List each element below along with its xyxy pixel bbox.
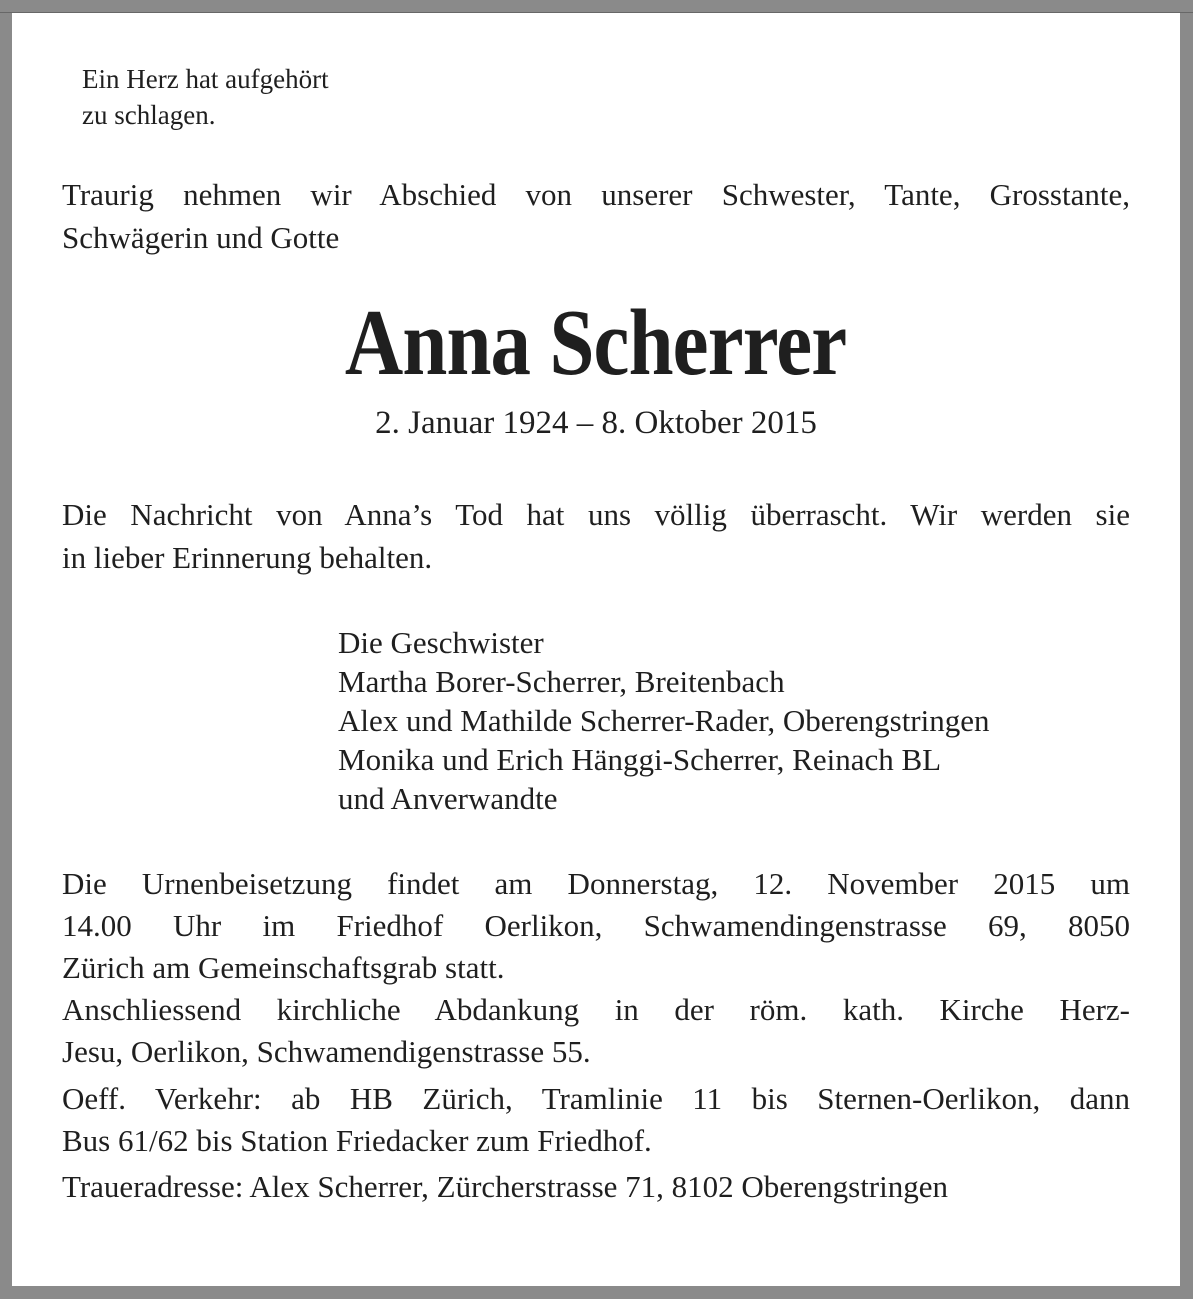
intro-line: Traurig nehmen wir Abschied von unserer Schwester, Tante, Grosstante, <box>62 177 1130 212</box>
message-line: in lieber Erinnerung behalten. <box>62 540 433 575</box>
transport-line: Oeff. Verkehr: ab HB Zürich, Tramlinie 11 bis Sternen-Oerlikon, dann <box>62 1081 1130 1116</box>
transport-line: Bus 61/62 bis Station Friedacker zum Friedhof. <box>62 1123 652 1158</box>
epigraph <box>82 61 1150 133</box>
message-paragraph <box>62 493 1130 579</box>
service-line: Die Urnenbeisetzung findet am Donnerstag, 12. November 2015 um <box>62 866 1130 901</box>
intro-paragraph <box>62 173 1130 259</box>
public-transport-paragraph <box>62 1078 1130 1162</box>
obituary-page <box>12 13 1180 1286</box>
mourners-line: und Anverwandte <box>338 781 558 816</box>
deceased-name: Anna Scherrer <box>345 291 847 395</box>
mourners-line: Alex und Mathilde Scherrer-Rader, Oberengstringen <box>338 703 990 738</box>
message-line: Die Nachricht von Anna’s Tod hat uns völlig überrascht. Wir werden sie <box>62 497 1130 532</box>
mourning-address: Traueradresse: Alex Scherrer, Zürcherstrasse 71, 8102 Oberengstringen <box>62 1169 948 1204</box>
mourners-line: Die Geschwister <box>338 625 544 660</box>
intro-line: Schwägerin und Gotte <box>62 220 340 255</box>
epigraph-line: Ein Herz hat aufgehört <box>82 64 329 94</box>
service-line: Zürich am Gemeinschaftsgrab statt. <box>62 950 505 985</box>
epigraph-line: zu schlagen. <box>82 100 216 130</box>
mourners-line: Martha Borer-Scherrer, Breitenbach <box>338 664 785 699</box>
mourners-list <box>338 623 1158 818</box>
mourners-line: Monika und Erich Hänggi-Scherrer, Reinach BL <box>338 742 942 777</box>
service-line: 14.00 Uhr im Friedhof Oerlikon, Schwamendingenstrasse 69, 8050 <box>62 908 1130 943</box>
service-details-paragraph <box>62 863 1130 1073</box>
deceased-name-heading <box>62 293 1130 393</box>
service-line: Jesu, Oerlikon, Schwamendigenstrasse 55. <box>62 1034 591 1069</box>
service-line: Anschliessend kirchliche Abdankung in der röm. kath. Kirche Herz- <box>62 992 1130 1027</box>
life-dates: 2. Januar 1924 – 8. Oktober 2015 <box>375 405 817 441</box>
